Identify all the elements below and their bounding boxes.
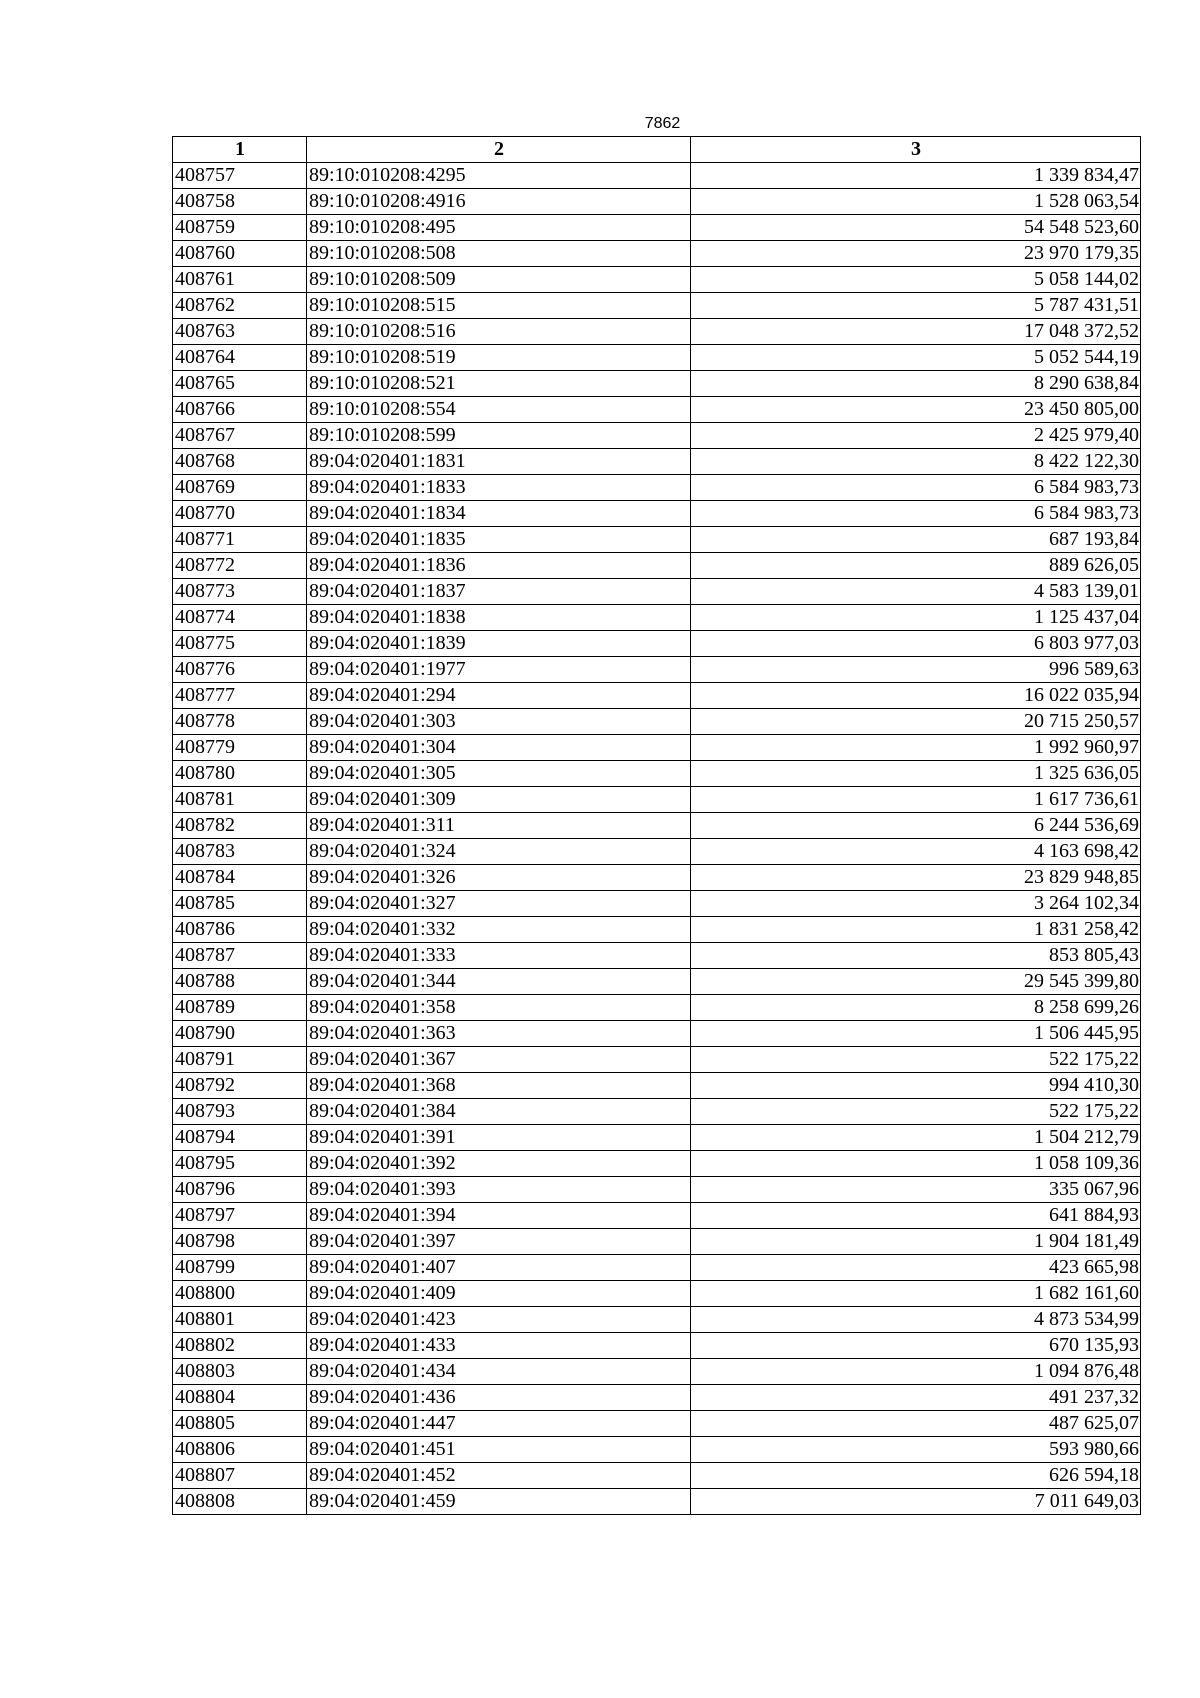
- data-table: [172, 136, 1141, 1515]
- table-row: [173, 553, 1141, 579]
- value-cell: 6 803 977,03: [691, 631, 1141, 657]
- cadastral-number-cell: 89:10:010208:519: [307, 345, 691, 371]
- table-row: [173, 1463, 1141, 1489]
- row-number-cell: 408801: [173, 1307, 307, 1333]
- cadastral-number-cell: 89:04:020401:436: [307, 1385, 691, 1411]
- row-number-cell: 408771: [173, 527, 307, 553]
- cadastral-number-cell: 89:10:010208:4295: [307, 163, 691, 189]
- row-number-cell: 408805: [173, 1411, 307, 1437]
- row-number-cell: 408777: [173, 683, 307, 709]
- table-row: [173, 1437, 1141, 1463]
- table-row: [173, 631, 1141, 657]
- table-row: [173, 397, 1141, 423]
- value-cell: 423 665,98: [691, 1255, 1141, 1281]
- cadastral-number-cell: 89:04:020401:294: [307, 683, 691, 709]
- cadastral-number-cell: 89:04:020401:459: [307, 1489, 691, 1515]
- row-number-cell: 408800: [173, 1281, 307, 1307]
- table-row: [173, 891, 1141, 917]
- row-number-cell: 408792: [173, 1073, 307, 1099]
- value-cell: 20 715 250,57: [691, 709, 1141, 735]
- row-number-cell: 408807: [173, 1463, 307, 1489]
- cadastral-number-cell: 89:04:020401:363: [307, 1021, 691, 1047]
- cadastral-number-cell: 89:04:020401:384: [307, 1099, 691, 1125]
- table-row: [173, 1333, 1141, 1359]
- value-cell: 1 831 258,42: [691, 917, 1141, 943]
- value-cell: 7 011 649,03: [691, 1489, 1141, 1515]
- table-row: [173, 501, 1141, 527]
- row-number-cell: 408782: [173, 813, 307, 839]
- row-number-cell: 408803: [173, 1359, 307, 1385]
- table-row: [173, 449, 1141, 475]
- table-row: [173, 839, 1141, 865]
- value-cell: 996 589,63: [691, 657, 1141, 683]
- table-row: [173, 267, 1141, 293]
- row-number-cell: 408767: [173, 423, 307, 449]
- row-number-cell: 408758: [173, 189, 307, 215]
- value-cell: 994 410,30: [691, 1073, 1141, 1099]
- table-row: [173, 579, 1141, 605]
- value-cell: 3 264 102,34: [691, 891, 1141, 917]
- table-row: [173, 345, 1141, 371]
- value-cell: 23 829 948,85: [691, 865, 1141, 891]
- cadastral-number-cell: 89:04:020401:327: [307, 891, 691, 917]
- value-cell: 1 904 181,49: [691, 1229, 1141, 1255]
- row-number-cell: 408798: [173, 1229, 307, 1255]
- row-number-cell: 408797: [173, 1203, 307, 1229]
- cadastral-number-cell: 89:04:020401:1837: [307, 579, 691, 605]
- value-cell: 2 425 979,40: [691, 423, 1141, 449]
- cadastral-number-cell: 89:04:020401:311: [307, 813, 691, 839]
- cadastral-number-cell: 89:04:020401:304: [307, 735, 691, 761]
- cadastral-number-cell: 89:04:020401:326: [307, 865, 691, 891]
- cadastral-number-cell: 89:04:020401:409: [307, 1281, 691, 1307]
- table-row: [173, 1489, 1141, 1515]
- row-number-cell: 408773: [173, 579, 307, 605]
- table-row: [173, 1099, 1141, 1125]
- value-cell: 4 873 534,99: [691, 1307, 1141, 1333]
- cadastral-number-cell: 89:10:010208:515: [307, 293, 691, 319]
- table-row: [173, 605, 1141, 631]
- table-row: [173, 683, 1141, 709]
- cadastral-number-cell: 89:04:020401:358: [307, 995, 691, 1021]
- row-number-cell: 408779: [173, 735, 307, 761]
- value-cell: 889 626,05: [691, 553, 1141, 579]
- value-cell: 1 339 834,47: [691, 163, 1141, 189]
- cadastral-number-cell: 89:04:020401:1839: [307, 631, 691, 657]
- cadastral-number-cell: 89:04:020401:305: [307, 761, 691, 787]
- cadastral-number-cell: 89:04:020401:407: [307, 1255, 691, 1281]
- value-cell: 8 422 122,30: [691, 449, 1141, 475]
- value-cell: 1 094 876,48: [691, 1359, 1141, 1385]
- table-row: [173, 787, 1141, 813]
- cadastral-number-cell: 89:04:020401:368: [307, 1073, 691, 1099]
- row-number-cell: 408793: [173, 1099, 307, 1125]
- table-row: [173, 1151, 1141, 1177]
- row-number-cell: 408785: [173, 891, 307, 917]
- row-number-cell: 408772: [173, 553, 307, 579]
- table-row: [173, 1073, 1141, 1099]
- cadastral-number-cell: 89:04:020401:324: [307, 839, 691, 865]
- value-cell: 6 584 983,73: [691, 501, 1141, 527]
- value-cell: 5 787 431,51: [691, 293, 1141, 319]
- cadastral-number-cell: 89:04:020401:391: [307, 1125, 691, 1151]
- page-number: 7862: [644, 115, 681, 132]
- cadastral-number-cell: 89:10:010208:509: [307, 267, 691, 293]
- table-row: [173, 293, 1141, 319]
- cadastral-number-cell: 89:04:020401:433: [307, 1333, 691, 1359]
- table-row: [173, 995, 1141, 1021]
- table-row: [173, 527, 1141, 553]
- table-row: [173, 969, 1141, 995]
- table-row: [173, 189, 1141, 215]
- value-cell: 6 244 536,69: [691, 813, 1141, 839]
- value-cell: 5 052 544,19: [691, 345, 1141, 371]
- table-header: [173, 137, 1141, 163]
- cadastral-number-cell: 89:10:010208:516: [307, 319, 691, 345]
- value-cell: 4 583 139,01: [691, 579, 1141, 605]
- table-row: [173, 1229, 1141, 1255]
- cadastral-number-cell: 89:04:020401:394: [307, 1203, 691, 1229]
- cadastral-number-cell: 89:04:020401:1977: [307, 657, 691, 683]
- table-row: [173, 1359, 1141, 1385]
- value-cell: 23 450 805,00: [691, 397, 1141, 423]
- cadastral-number-cell: 89:10:010208:508: [307, 241, 691, 267]
- row-number-cell: 408781: [173, 787, 307, 813]
- cadastral-number-cell: 89:04:020401:1833: [307, 475, 691, 501]
- value-cell: 853 805,43: [691, 943, 1141, 969]
- cadastral-number-cell: 89:04:020401:344: [307, 969, 691, 995]
- table-row: [173, 657, 1141, 683]
- row-number-cell: 408799: [173, 1255, 307, 1281]
- table-row: [173, 1021, 1141, 1047]
- table-row: [173, 475, 1141, 501]
- value-cell: 4 163 698,42: [691, 839, 1141, 865]
- row-number-cell: 408790: [173, 1021, 307, 1047]
- cadastral-number-cell: 89:04:020401:392: [307, 1151, 691, 1177]
- cadastral-number-cell: 89:04:020401:451: [307, 1437, 691, 1463]
- value-cell: 335 067,96: [691, 1177, 1141, 1203]
- row-number-cell: 408786: [173, 917, 307, 943]
- row-number-cell: 408802: [173, 1333, 307, 1359]
- table-row: [173, 1203, 1141, 1229]
- value-cell: 487 625,07: [691, 1411, 1141, 1437]
- row-number-cell: 408769: [173, 475, 307, 501]
- table-row: [173, 423, 1141, 449]
- row-number-cell: 408794: [173, 1125, 307, 1151]
- header-col-2: 2: [307, 137, 691, 163]
- value-cell: 8 258 699,26: [691, 995, 1141, 1021]
- cadastral-number-cell: 89:04:020401:333: [307, 943, 691, 969]
- value-cell: 626 594,18: [691, 1463, 1141, 1489]
- row-number-cell: 408806: [173, 1437, 307, 1463]
- value-cell: 23 970 179,35: [691, 241, 1141, 267]
- value-cell: 8 290 638,84: [691, 371, 1141, 397]
- cadastral-number-cell: 89:04:020401:423: [307, 1307, 691, 1333]
- value-cell: 1 325 636,05: [691, 761, 1141, 787]
- row-number-cell: 408768: [173, 449, 307, 475]
- cadastral-number-cell: 89:04:020401:309: [307, 787, 691, 813]
- row-number-cell: 408788: [173, 969, 307, 995]
- cadastral-number-cell: 89:10:010208:554: [307, 397, 691, 423]
- table-row: [173, 813, 1141, 839]
- value-cell: 1 058 109,36: [691, 1151, 1141, 1177]
- table-row: [173, 917, 1141, 943]
- table-row: [173, 241, 1141, 267]
- row-number-cell: 408763: [173, 319, 307, 345]
- row-number-cell: 408787: [173, 943, 307, 969]
- row-number-cell: 408757: [173, 163, 307, 189]
- row-number-cell: 408765: [173, 371, 307, 397]
- value-cell: 1 125 437,04: [691, 605, 1141, 631]
- table-row: [173, 761, 1141, 787]
- cadastral-number-cell: 89:04:020401:303: [307, 709, 691, 735]
- row-number-cell: 408766: [173, 397, 307, 423]
- cadastral-number-cell: 89:04:020401:397: [307, 1229, 691, 1255]
- cadastral-number-cell: 89:10:010208:599: [307, 423, 691, 449]
- value-cell: 1 617 736,61: [691, 787, 1141, 813]
- row-number-cell: 408761: [173, 267, 307, 293]
- row-number-cell: 408760: [173, 241, 307, 267]
- value-cell: 16 022 035,94: [691, 683, 1141, 709]
- cadastral-number-cell: 89:10:010208:495: [307, 215, 691, 241]
- table-row: [173, 1047, 1141, 1073]
- row-number-cell: 408784: [173, 865, 307, 891]
- cadastral-number-cell: 89:04:020401:1834: [307, 501, 691, 527]
- header-col-3: 3: [691, 137, 1141, 163]
- value-cell: 5 058 144,02: [691, 267, 1141, 293]
- row-number-cell: 408804: [173, 1385, 307, 1411]
- table-row: [173, 1177, 1141, 1203]
- table-row: [173, 1125, 1141, 1151]
- table-row: [173, 735, 1141, 761]
- table-row: [173, 1411, 1141, 1437]
- table-row: [173, 1385, 1141, 1411]
- value-cell: 1 528 063,54: [691, 189, 1141, 215]
- cadastral-number-cell: 89:04:020401:434: [307, 1359, 691, 1385]
- value-cell: 17 048 372,52: [691, 319, 1141, 345]
- value-cell: 593 980,66: [691, 1437, 1141, 1463]
- row-number-cell: 408789: [173, 995, 307, 1021]
- header-col-1: 1: [173, 137, 307, 163]
- cadastral-number-cell: 89:04:020401:447: [307, 1411, 691, 1437]
- table-row: [173, 319, 1141, 345]
- row-number-cell: 408774: [173, 605, 307, 631]
- row-number-cell: 408764: [173, 345, 307, 371]
- table-row: [173, 1307, 1141, 1333]
- cadastral-number-cell: 89:04:020401:1836: [307, 553, 691, 579]
- cadastral-number-cell: 89:04:020401:367: [307, 1047, 691, 1073]
- cadastral-number-cell: 89:04:020401:1838: [307, 605, 691, 631]
- value-cell: 1 682 161,60: [691, 1281, 1141, 1307]
- value-cell: 522 175,22: [691, 1099, 1141, 1125]
- header-row: [173, 137, 1141, 163]
- row-number-cell: 408808: [173, 1489, 307, 1515]
- table-row: [173, 163, 1141, 189]
- table-row: [173, 215, 1141, 241]
- table-row: [173, 1281, 1141, 1307]
- table-body: [173, 163, 1141, 1515]
- value-cell: 6 584 983,73: [691, 475, 1141, 501]
- table-row: [173, 709, 1141, 735]
- value-cell: 687 193,84: [691, 527, 1141, 553]
- row-number-cell: 408791: [173, 1047, 307, 1073]
- row-number-cell: 408759: [173, 215, 307, 241]
- cadastral-number-cell: 89:04:020401:393: [307, 1177, 691, 1203]
- value-cell: 670 135,93: [691, 1333, 1141, 1359]
- row-number-cell: 408778: [173, 709, 307, 735]
- value-cell: 54 548 523,60: [691, 215, 1141, 241]
- cadastral-number-cell: 89:04:020401:332: [307, 917, 691, 943]
- cadastral-number-cell: 89:04:020401:1835: [307, 527, 691, 553]
- value-cell: 1 992 960,97: [691, 735, 1141, 761]
- table-row: [173, 371, 1141, 397]
- value-cell: 29 545 399,80: [691, 969, 1141, 995]
- table-row: [173, 943, 1141, 969]
- value-cell: 522 175,22: [691, 1047, 1141, 1073]
- value-cell: 641 884,93: [691, 1203, 1141, 1229]
- table-row: [173, 865, 1141, 891]
- value-cell: 491 237,32: [691, 1385, 1141, 1411]
- row-number-cell: 408783: [173, 839, 307, 865]
- row-number-cell: 408776: [173, 657, 307, 683]
- row-number-cell: 408795: [173, 1151, 307, 1177]
- row-number-cell: 408775: [173, 631, 307, 657]
- row-number-cell: 408796: [173, 1177, 307, 1203]
- table-row: [173, 1255, 1141, 1281]
- cadastral-number-cell: 89:04:020401:1831: [307, 449, 691, 475]
- row-number-cell: 408770: [173, 501, 307, 527]
- row-number-cell: 408780: [173, 761, 307, 787]
- cadastral-number-cell: 89:10:010208:4916: [307, 189, 691, 215]
- row-number-cell: 408762: [173, 293, 307, 319]
- value-cell: 1 504 212,79: [691, 1125, 1141, 1151]
- cadastral-number-cell: 89:10:010208:521: [307, 371, 691, 397]
- cadastral-number-cell: 89:04:020401:452: [307, 1463, 691, 1489]
- value-cell: 1 506 445,95: [691, 1021, 1141, 1047]
